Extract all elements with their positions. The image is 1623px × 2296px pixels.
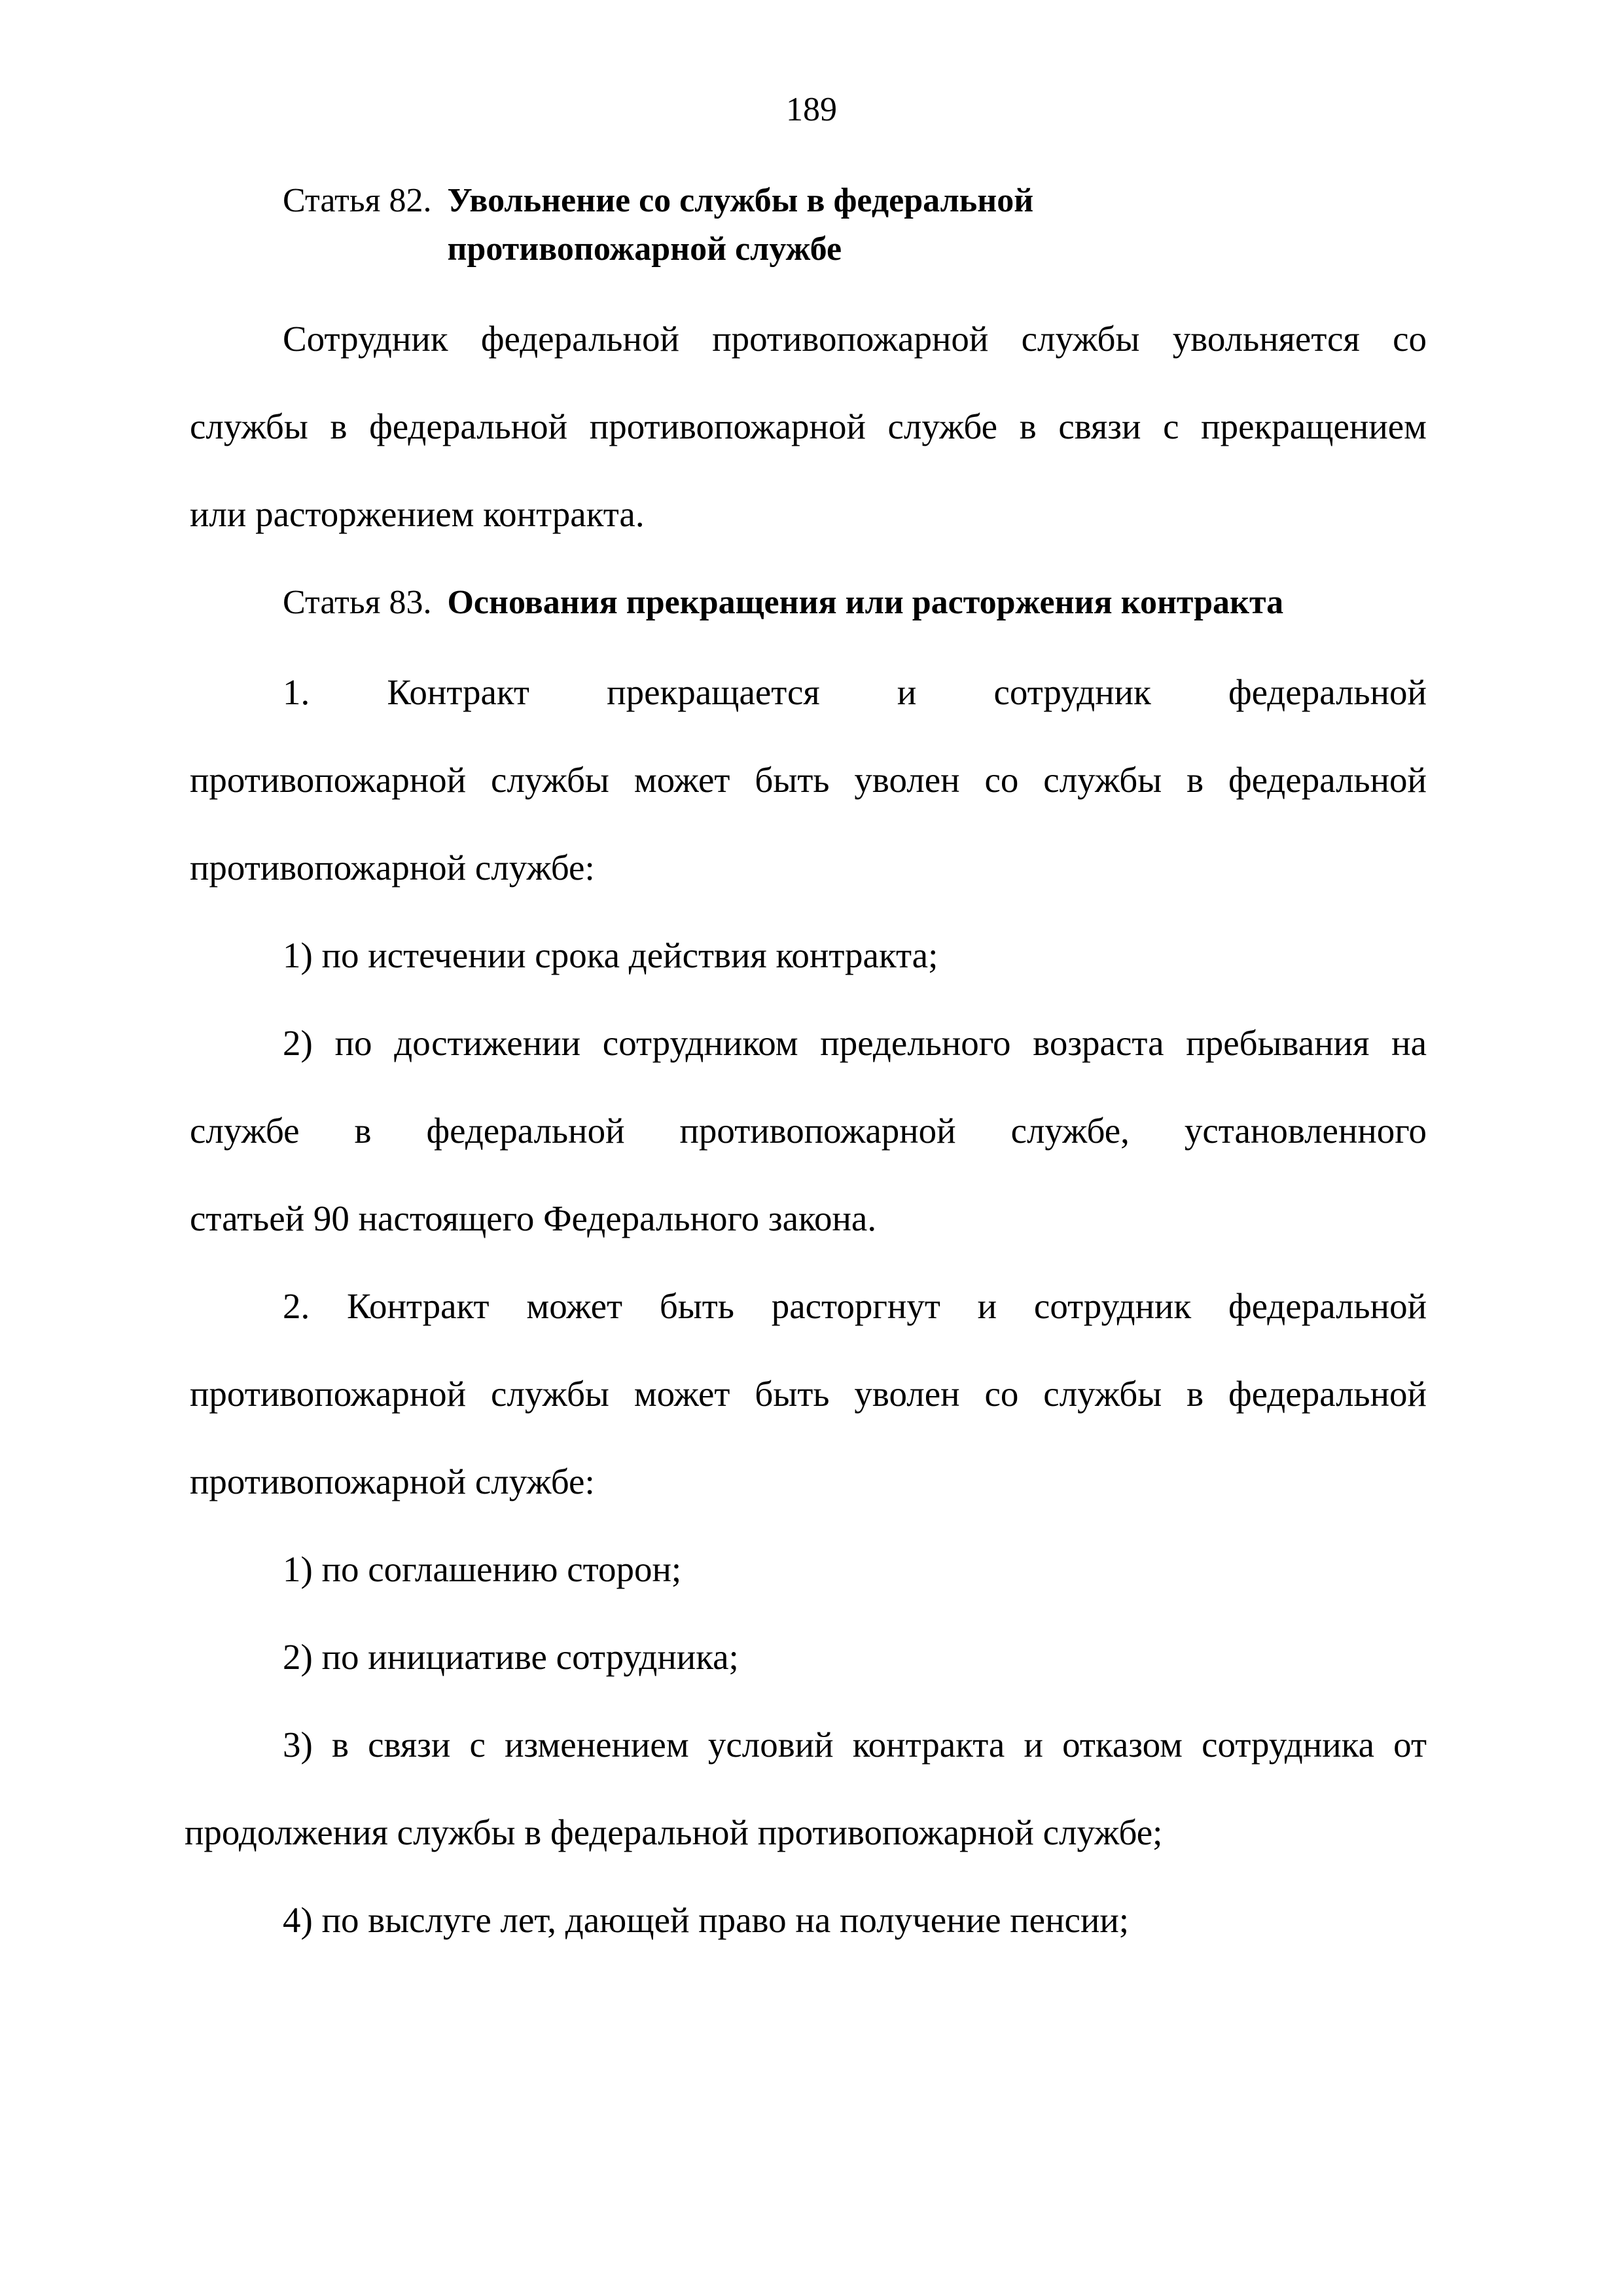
article-82-heading bbox=[283, 177, 1033, 274]
article-82-paragraph-line-2: службы в федеральной противопожарной службе в связи с прекращением bbox=[190, 406, 1427, 446]
part-2-item-3-line-2: продолжения службы в федеральной противопожарной службе; bbox=[185, 1812, 1163, 1852]
part-1-line-3: противопожарной службе: bbox=[190, 848, 595, 888]
part-1-item-2-line-3: статьей 90 настоящего Федерального закона. bbox=[190, 1198, 877, 1238]
article-83-number: Статья 83. bbox=[283, 584, 432, 621]
part-2-item-3-line-1: 3) в связи с изменением условий контракта и отказом сотрудника от bbox=[283, 1725, 1427, 1765]
article-82-number: Статья 82. bbox=[283, 182, 432, 219]
part-2-item-2: 2) по инициативе сотрудника; bbox=[283, 1637, 739, 1677]
part-2-line-2: противопожарной службы может быть уволен со службы в федеральной bbox=[190, 1374, 1427, 1414]
article-83-title: Основания прекращения или расторжения контракта bbox=[447, 584, 1284, 621]
article-82-title-line-2: противопожарной службе bbox=[447, 230, 842, 268]
article-82-title-line-1: Увольнение со службы в федеральной bbox=[447, 182, 1034, 219]
part-2-line-3: противопожарной службе: bbox=[190, 1462, 595, 1501]
article-82-title bbox=[447, 177, 1033, 274]
part-1-item-2-line-1: 2) по достижении сотрудником предельного возраста пребывания на bbox=[283, 1023, 1427, 1063]
article-83-heading bbox=[283, 579, 1283, 627]
article-82-paragraph-line-3: или расторжением контракта. bbox=[190, 494, 645, 534]
part-2-line-1: 2. Контракт может быть расторгнут и сотрудник федеральной bbox=[283, 1286, 1427, 1326]
part-2-item-1: 1) по соглашению сторон; bbox=[283, 1549, 682, 1589]
part-1-line-2: противопожарной службы может быть уволен со службы в федеральной bbox=[190, 760, 1427, 800]
part-1-line-1: 1. Контракт прекращается и сотрудник федеральной bbox=[283, 672, 1427, 712]
page-number: 189 bbox=[786, 91, 837, 128]
part-1-item-1: 1) по истечении срока действия контракта; bbox=[283, 935, 938, 975]
article-82-paragraph-line-1: Сотрудник федеральной противопожарной службы увольняется со bbox=[283, 319, 1427, 359]
part-2-item-4: 4) по выслуге лет, дающей право на получение пенсии; bbox=[283, 1900, 1130, 1940]
part-1-item-2-line-2: службе в федеральной противопожарной службе, установленного bbox=[190, 1111, 1427, 1151]
